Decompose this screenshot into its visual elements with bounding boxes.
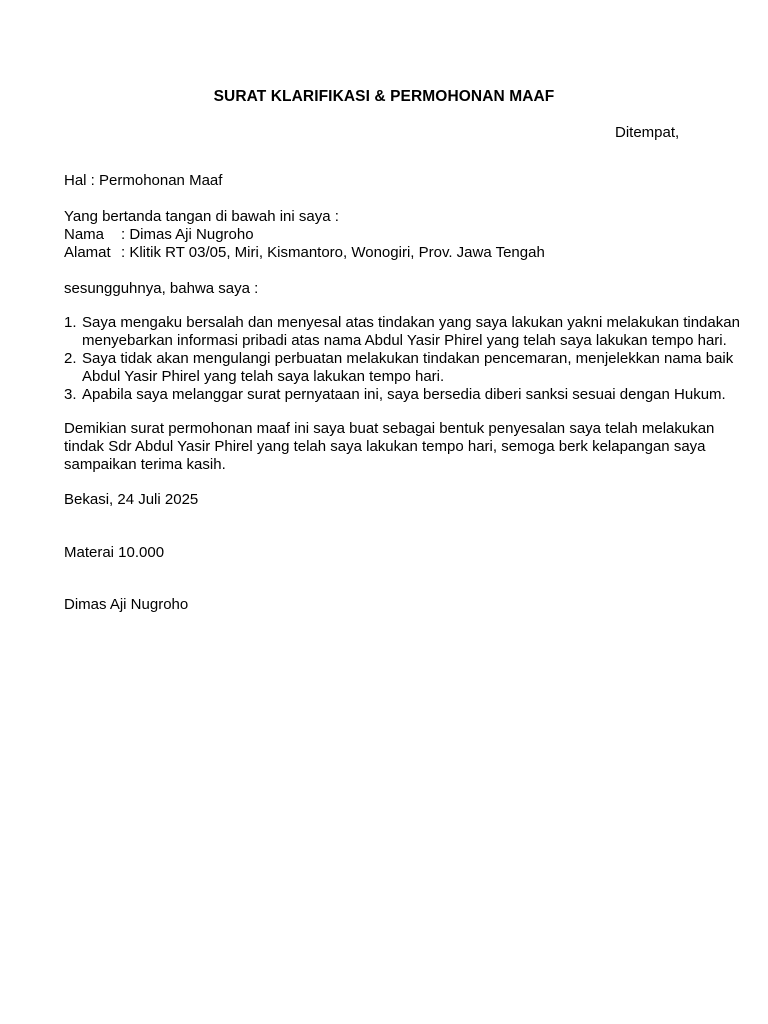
- closing-line: sampaikan terima kasih.: [64, 456, 226, 473]
- name-label: Nama: [64, 226, 105, 243]
- closing-paragraph: [64, 420, 754, 474]
- list-item-text: Saya mengaku bersalah dan menyesal atas tindakan yang saya lakukan yakni melakukan tindakan: [82, 314, 740, 331]
- name-row: [64, 226, 254, 244]
- address-row: [64, 244, 545, 262]
- list-item-number: 3.: [64, 386, 77, 403]
- date-line: Bekasi, 24 Juli 2025: [64, 491, 199, 508]
- list-item: [64, 386, 764, 404]
- name-value: : Dimas Aji Nugroho: [121, 226, 254, 243]
- list-item-text: Abdul Yasir Phirel yang telah saya lakukan tempo hari.: [82, 368, 445, 385]
- address-value: : Klitik RT 03/05, Miri, Kismantoro, Wonogiri, Prov. Jawa Tengah: [121, 244, 545, 261]
- letter-title: SURAT KLARIFIKASI & PERMOHONAN MAAF: [213, 88, 555, 105]
- intro-line: Yang bertanda tangan di bawah ini saya :: [64, 208, 339, 225]
- stamp-text: Materai 10.000: [64, 544, 165, 561]
- list-item-text: Saya tidak akan mengulangi perbuatan melakukan tindakan pencemaran, menjelekkan nama baik: [82, 350, 734, 367]
- list-item: [64, 314, 764, 350]
- subject-line: Hal : Permohonan Maaf: [64, 172, 223, 189]
- list-item-text: Apabila saya melanggar surat pernyataan ini, saya bersedia diberi sanksi sesuai dengan Hukum.: [82, 386, 726, 403]
- address-label: Alamat: [64, 244, 111, 261]
- list-item: [64, 350, 764, 386]
- list-item-number: 1.: [64, 314, 77, 331]
- list-item-text: menyebarkan informasi pribadi atas nama Abdul Yasir Phirel yang telah saya lakukan tempo hari.: [82, 332, 727, 349]
- statement-intro: sesungguhnya, bahwa saya :: [64, 280, 259, 297]
- closing-line: tindak Sdr Abdul Yasir Phirel yang telah saya lakukan tempo hari, semoga berk kelapangan saya: [64, 438, 706, 455]
- statement-list: [64, 314, 764, 404]
- signature-name: Dimas Aji Nugroho: [64, 596, 189, 613]
- closing-line: Demikian surat permohonan maaf ini saya buat sebagai bentuk penyesalan saya telah melakukan: [64, 420, 715, 437]
- place-text: Ditempat,: [615, 124, 680, 141]
- list-item-number: 2.: [64, 350, 77, 367]
